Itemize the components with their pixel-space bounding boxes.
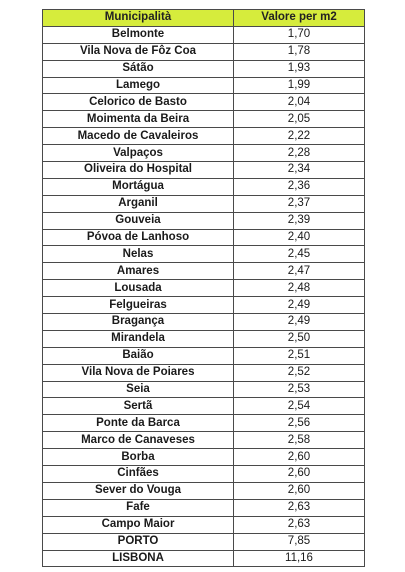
table-row	[43, 466, 365, 483]
table-row	[43, 499, 365, 516]
table-row	[43, 26, 365, 43]
value-cell: 2,60	[234, 449, 365, 466]
table-row	[43, 516, 365, 533]
municipality-cell: LISBONA	[43, 550, 234, 567]
municipality-cell: Macedo de Cavaleiros	[43, 128, 234, 145]
table-row	[43, 330, 365, 347]
value-cell: 1,99	[234, 77, 365, 94]
table-row	[43, 533, 365, 550]
column-header-value-per-m2: Valore per m2	[234, 10, 365, 27]
value-cell: 2,47	[234, 263, 365, 280]
value-cell: 2,48	[234, 280, 365, 297]
municipality-cell: Moimenta da Beira	[43, 111, 234, 128]
value-cell: 2,63	[234, 516, 365, 533]
table-row	[43, 128, 365, 145]
value-cell: 1,70	[234, 26, 365, 43]
municipality-cell: Sever do Vouga	[43, 482, 234, 499]
table-row	[43, 195, 365, 212]
value-cell: 2,36	[234, 178, 365, 195]
table-row	[43, 77, 365, 94]
municipality-cell: Lamego	[43, 77, 234, 94]
municipality-cell: Baião	[43, 347, 234, 364]
value-cell: 2,49	[234, 297, 365, 314]
municipality-cell: Cinfães	[43, 466, 234, 483]
table-row	[43, 347, 365, 364]
table-row	[43, 297, 365, 314]
value-cell: 2,37	[234, 195, 365, 212]
municipality-cell: Fafe	[43, 499, 234, 516]
value-cell: 2,34	[234, 162, 365, 179]
table-row	[43, 449, 365, 466]
table-row	[43, 398, 365, 415]
table-header-row	[43, 10, 365, 27]
value-cell: 2,22	[234, 128, 365, 145]
value-cell: 2,60	[234, 466, 365, 483]
value-cell: 2,50	[234, 330, 365, 347]
municipality-cell: Lousada	[43, 280, 234, 297]
municipality-cell: Valpaços	[43, 145, 234, 162]
table-row	[43, 280, 365, 297]
table-row	[43, 415, 365, 432]
table-row	[43, 162, 365, 179]
municipality-cell: Campo Maior	[43, 516, 234, 533]
value-cell: 2,28	[234, 145, 365, 162]
value-cell: 2,56	[234, 415, 365, 432]
municipality-cell: Arganil	[43, 195, 234, 212]
table-row	[43, 145, 365, 162]
table-row	[43, 314, 365, 331]
value-cell: 2,40	[234, 229, 365, 246]
value-cell: 2,49	[234, 314, 365, 331]
municipality-cell: Belmonte	[43, 26, 234, 43]
value-cell: 2,58	[234, 432, 365, 449]
value-cell: 2,53	[234, 381, 365, 398]
municipality-cell: Amares	[43, 263, 234, 280]
table-row	[43, 482, 365, 499]
municipality-cell: Vila Nova de Poiares	[43, 364, 234, 381]
municipality-cell: Celorico de Basto	[43, 94, 234, 111]
value-cell: 1,93	[234, 60, 365, 77]
value-cell: 1,78	[234, 43, 365, 60]
municipality-cell: Sátão	[43, 60, 234, 77]
value-cell: 2,54	[234, 398, 365, 415]
column-header-municipality: Municipalità	[43, 10, 234, 27]
municipality-cell: PORTO	[43, 533, 234, 550]
municipality-cell: Ponte da Barca	[43, 415, 234, 432]
value-cell: 11,16	[234, 550, 365, 567]
municipality-cell: Oliveira do Hospital	[43, 162, 234, 179]
value-cell: 7,85	[234, 533, 365, 550]
table-row	[43, 432, 365, 449]
value-cell: 2,52	[234, 364, 365, 381]
table-row	[43, 364, 365, 381]
price-table	[42, 9, 365, 567]
table-body	[43, 26, 365, 567]
municipality-cell: Póvoa de Lanhoso	[43, 229, 234, 246]
table-row	[43, 94, 365, 111]
table-row	[43, 43, 365, 60]
municipality-cell: Seia	[43, 381, 234, 398]
value-cell: 2,63	[234, 499, 365, 516]
table-row	[43, 111, 365, 128]
value-cell: 2,05	[234, 111, 365, 128]
municipality-cell: Mirandela	[43, 330, 234, 347]
municipality-cell: Nelas	[43, 246, 234, 263]
table-row	[43, 263, 365, 280]
municipality-cell: Marco de Canaveses	[43, 432, 234, 449]
value-cell: 2,04	[234, 94, 365, 111]
municipality-cell: Felgueiras	[43, 297, 234, 314]
table-row	[43, 550, 365, 567]
table-row	[43, 212, 365, 229]
value-cell: 2,51	[234, 347, 365, 364]
table-row	[43, 60, 365, 77]
municipality-cell: Sertã	[43, 398, 234, 415]
table-row	[43, 229, 365, 246]
table-row	[43, 246, 365, 263]
municipality-cell: Gouveia	[43, 212, 234, 229]
municipality-cell: Mortágua	[43, 178, 234, 195]
municipality-cell: Bragança	[43, 314, 234, 331]
municipality-cell: Vila Nova de Fôz Coa	[43, 43, 234, 60]
municipality-cell: Borba	[43, 449, 234, 466]
value-cell: 2,60	[234, 482, 365, 499]
value-cell: 2,39	[234, 212, 365, 229]
table-row	[43, 178, 365, 195]
value-cell: 2,45	[234, 246, 365, 263]
table-row	[43, 381, 365, 398]
